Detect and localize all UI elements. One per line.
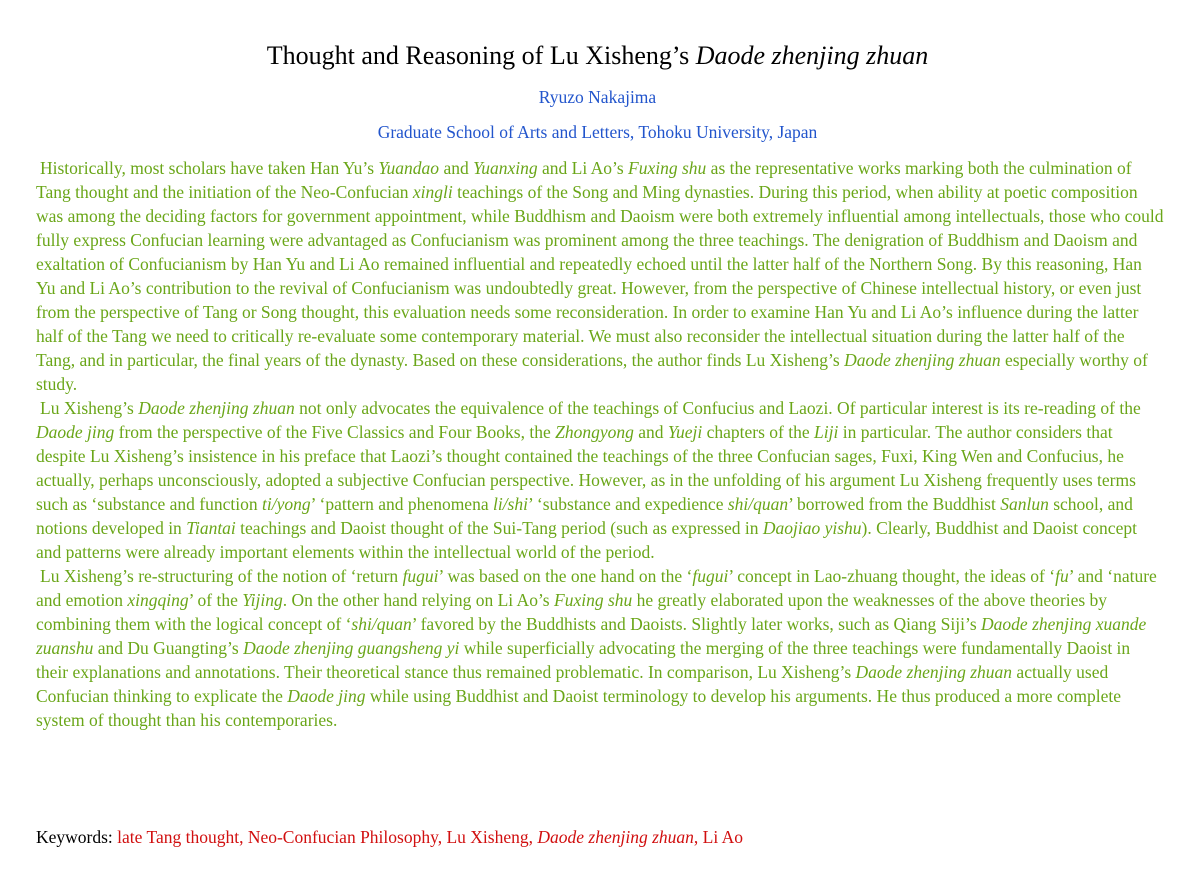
abstract-paragraph-3: Lu Xisheng’s re-structuring of the notion of ‘return fugui’ was based on the one hand on the ‘fugui’ concept in Lao-zhuang thought, the ideas of ‘fu’ and ‘nature and emotion xingqing’ of the Yijing. On the other hand relying on Li Ao’s Fuxing shu he greatly elaborated upon the weaknesses of the above theories by combining them with the logical concept of ‘shi/quan’ favored by the Buddhists and Daoists. Slightly later works, such as Qiang Siji’s Daode zhenjing xuande zuanshu and Du Guangting’s Daode zhenjing guangsheng yi while superficially advocating the merging of the three teachings were fundamentally Daoist in their explanations and annotations. Their theoretical stance thus remained problematic. In comparison, Lu Xisheng’s Daode zhenjing zhuan actually used Confucian thinking to explicate the Daode jing while using Buddhist and Daoist terminology to develop his arguments. He thus produced a more complete system of thought than his contemporaries. [36,566,1157,730]
keywords-label: Keywords: [36,827,118,847]
abstract [36,156,1165,732]
keywords-list: late Tang thought, Neo-Confucian Philosophy, Lu Xisheng, Daode zhenjing zhuan, Li Ao [117,827,743,847]
keywords-line [36,825,1165,849]
author-affiliation: Graduate School of Arts and Letters, Tohoku University, Japan [377,122,818,142]
author-name: Ryuzo Nakajima [538,87,657,107]
abstract-paragraph-2: Lu Xisheng’s Daode zhenjing zhuan not only advocates the equivalence of the teachings of Confucius and Laozi. Of particular interest is its re-reading of the Daode jing from the perspective of the Five Classics and Four Books, the Zhongyong and Yueji chapters of the Liji in particular. The author considers that despite Lu Xisheng’s insistence in his preface that Laozi’s thought contained the teachings of the three Confucian sages, Fuxi, King Wen and Confucius, he actually, perhaps unconsciously, adopted a subjective Confucian perspective. However, as in the unfolding of his argument Lu Xisheng frequently uses terms such as ‘substance and function ti/yong’ ‘pattern and phenomena li/shi’ ‘substance and expedience shi/quan’ borrowed from the Buddhist Sanlun school, and notions developed in Tiantai teachings and Daoist thought of the Sui-Tang period (such as expressed in Daojiao yishu). Clearly, Buddhist and Daoist concept and patterns were already important elements within the intellectual world of the period. [36,398,1141,562]
title-italic: Daode zhenjing zhuan [695,41,929,70]
paper-title: Thought and Reasoning of Lu Xisheng’s Daode zhenjing zhuan [266,41,929,70]
abstract-paragraph-1: Historically, most scholars have taken Han Yu’s Yuandao and Yuanxing and Li Ao’s Fuxing shu as the representative works marking both the culmination of Tang thought and the initiation of the Neo-Confucian xingli teachings of the Song and Ming dynasties. During this period, when ability at poetic composition was among the deciding factors for government appointment, while Buddhism and Daoism were both extremely influential among intellectuals, those who could fully express Confucian learning were advantaged as Confucianism was prominent among the three teachings. The denigration of Buddhism and Daoism and exaltation of Confucianism by Han Yu and Li Ao remained influential and repeatedly echoed until the latter half of the Northern Song. By this reasoning, Han Yu and Li Ao’s contribution to the revival of Confucianism was undoubtedly great. However, from the perspective of Chinese intellectual history, or even just from the perspective of Tang or Song thought, this evaluation needs some reconsideration. In order to examine Han Yu and Li Ao’s influence during the latter half of the Tang we need to critically re-evaluate some contemporary material. We must also reconsider the intellectual situation during the latter half of the Tang, and in particular, the final years of the dynasty. Based on these considerations, the author finds Lu Xisheng’s Daode zhenjing zhuan especially worthy of study. [36,158,1164,394]
